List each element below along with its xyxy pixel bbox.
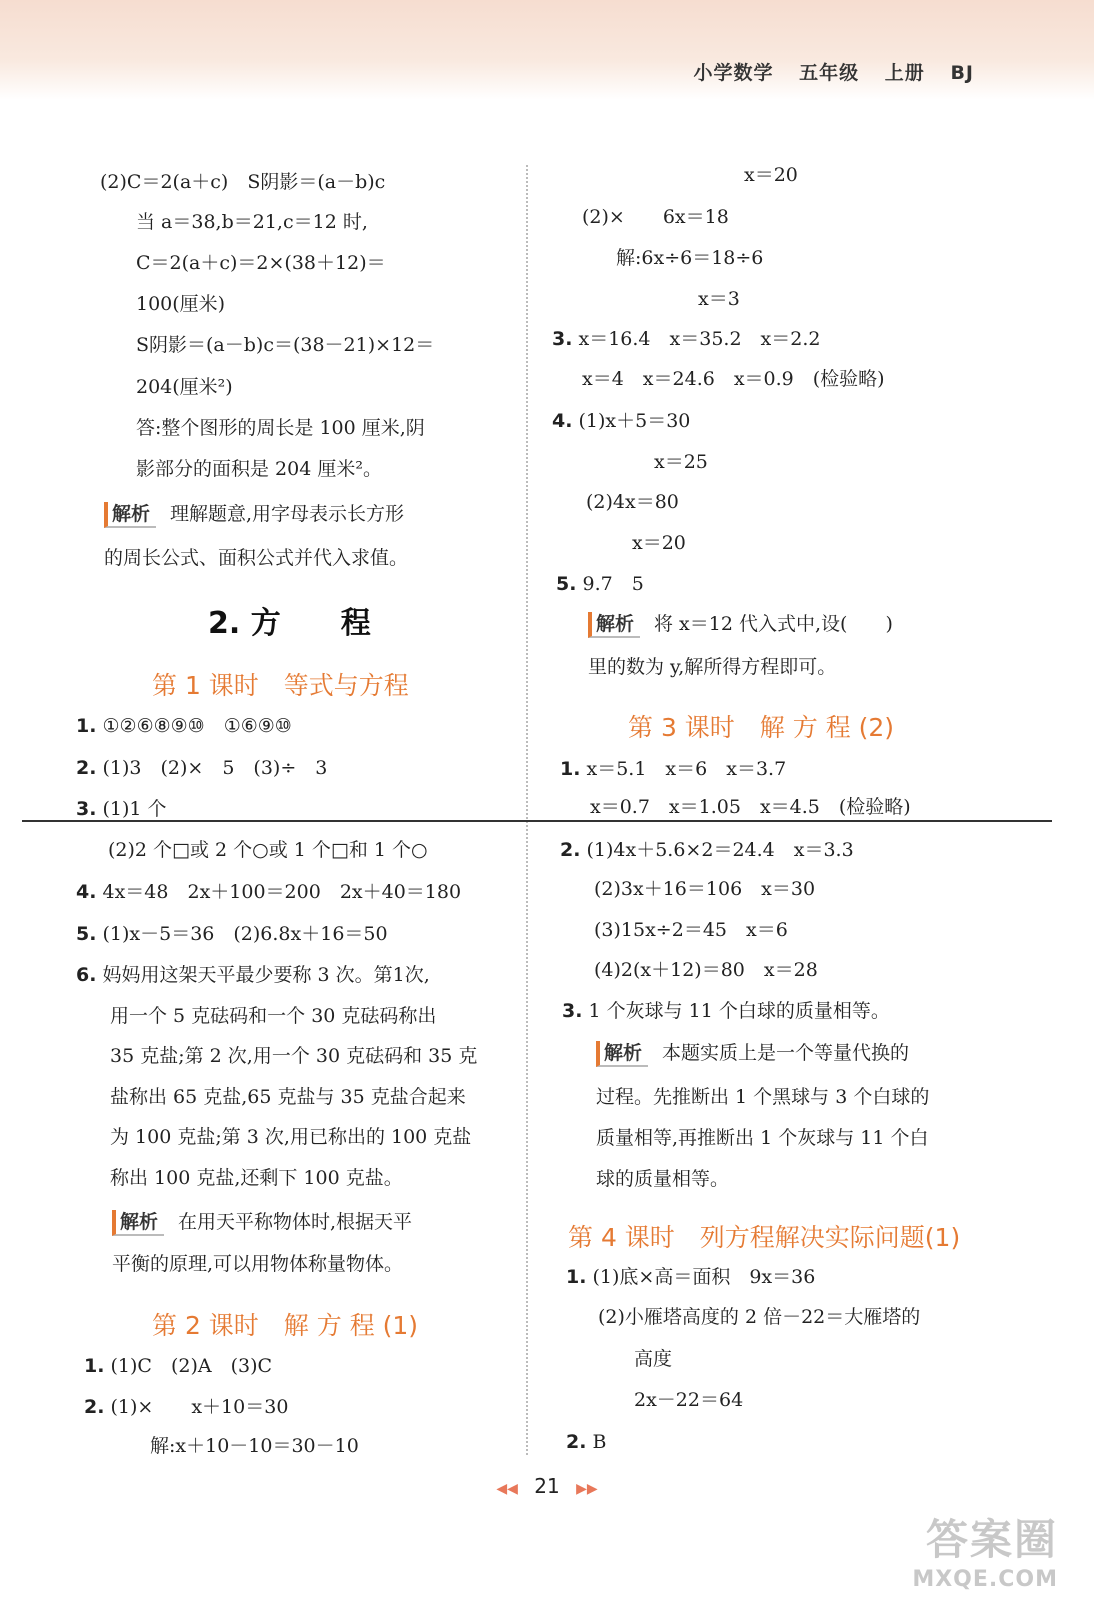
analysis-text: 平衡的原理,可以用物体称量物体。 xyxy=(112,1253,404,1275)
answer-line: 高度 xyxy=(634,1348,673,1370)
analysis-block xyxy=(104,502,404,528)
header-edition: BJ xyxy=(950,62,974,84)
answer-line: 用一个 5 克砝码和一个 30 克砝码称出 xyxy=(110,1005,437,1027)
answer-line: B xyxy=(592,1431,607,1453)
question-number: 3. xyxy=(562,1000,583,1022)
answer-line: 35 克盐;第 2 次,用一个 30 克砝码和 35 克 xyxy=(110,1045,478,1067)
answer-line: 9.7 5 xyxy=(582,573,644,595)
answer-line: 称出 100 克盐,还剩下 100 克盐。 xyxy=(110,1167,403,1189)
answer-line: 204(厘米²) xyxy=(136,376,233,398)
answer-line: (1)× x＋10＝30 xyxy=(110,1396,289,1418)
question-number: 2. xyxy=(76,757,97,779)
question-number: 3. xyxy=(76,798,97,820)
answer-line: 1 个灰球与 11 个白球的质量相等。 xyxy=(588,1000,890,1022)
watermark xyxy=(912,1507,1058,1592)
analysis-text: 理解题意,用字母表示长方形 xyxy=(170,503,405,525)
page-number: 21 xyxy=(534,1474,560,1498)
question-number: 4. xyxy=(76,881,97,903)
answer-line: x＝4 x＝24.6 x＝0.9 (检验略) xyxy=(582,368,885,390)
answer-line: 当 a＝38,b＝21,c＝12 时, xyxy=(136,211,368,233)
answer-line: 盐称出 65 克盐,65 克盐与 35 克盐合起来 xyxy=(110,1086,466,1108)
question-number: 4. xyxy=(552,410,573,432)
analysis-tag: 解析 xyxy=(112,1210,164,1236)
answer-line: x＝20 xyxy=(744,164,798,186)
answer-line: 妈妈用这架天平最少要称 3 次。第1次, xyxy=(102,964,430,986)
answer-line: 解:6x÷6＝18÷6 xyxy=(616,247,764,269)
header-volume: 上册 xyxy=(884,62,925,84)
answer-line: 100(厘米) xyxy=(136,293,226,315)
analysis-text: 将 x＝12 代入式中,设( ) xyxy=(654,613,893,635)
question-number: 5. xyxy=(556,573,577,595)
analysis-text: 球的质量相等。 xyxy=(596,1168,730,1190)
watermark-url: MXQE.COM xyxy=(912,1567,1058,1592)
question-number: 2. xyxy=(566,1431,587,1453)
answer-line: 为 100 克盐;第 3 次,用已称出的 100 克盐 xyxy=(110,1126,472,1148)
watermark-logo: 答案圈 xyxy=(925,1515,1058,1564)
page-fold-line xyxy=(22,820,1052,822)
analysis-tag: 解析 xyxy=(104,502,156,528)
answer-line: (1)4x＋5.6×2＝24.4 x＝3.3 xyxy=(586,839,854,861)
answer-line: x＝25 xyxy=(654,451,708,473)
header-subject: 小学数学 xyxy=(693,62,774,84)
answer-line: (1)x＋5＝30 xyxy=(578,410,691,432)
answer-line: S阴影＝(a－b)c＝(38－21)×12＝ xyxy=(136,334,435,356)
answer-line: 影部分的面积是 204 厘米²。 xyxy=(136,458,382,480)
section-title: 2. 方 程 xyxy=(208,606,371,641)
answer-line: C＝2(a＋c)＝2×(38＋12)＝ xyxy=(136,252,386,274)
question-number: 2. xyxy=(84,1396,105,1418)
header-grade: 五年级 xyxy=(799,62,860,84)
analysis-block xyxy=(588,612,893,638)
answer-line: (2)C＝2(a＋c) S阴影＝(a－b)c xyxy=(100,171,386,193)
answer-line: (2)3x＋16＝106 x＝30 xyxy=(594,878,816,900)
header-band xyxy=(0,0,1094,100)
question-number: 1. xyxy=(560,758,581,780)
analysis-block xyxy=(112,1210,412,1236)
answer-line: 4x＝48 2x＋100＝200 2x＋40＝180 xyxy=(102,881,462,903)
answer-line: x＝16.4 x＝35.2 x＝2.2 xyxy=(578,328,821,350)
lesson-title: 第 3 课时 解 方 程 (2) xyxy=(628,713,895,742)
answer-line: x＝3 xyxy=(698,288,740,310)
analysis-text: 的周长公式、面积公式并代入求值。 xyxy=(104,547,409,569)
answer-line: (2)4x＝80 xyxy=(586,491,679,513)
question-number: 1. xyxy=(566,1266,587,1288)
analysis-text: 过程。先推断出 1 个黑球与 3 个白球的 xyxy=(596,1086,930,1108)
question-number: 1. xyxy=(76,715,97,737)
answer-line: ①②⑥⑧⑨⑩ ①⑥⑨⑩ xyxy=(102,715,292,737)
running-header xyxy=(676,58,974,85)
analysis-text: 里的数为 y,解所得方程即可。 xyxy=(588,656,837,678)
question-number: 5. xyxy=(76,923,97,945)
analysis-text: 在用天平称物体时,根据天平 xyxy=(178,1211,413,1233)
answer-line: (2)× 6x＝18 xyxy=(582,206,729,228)
prev-arrows-icon: ◀◀ xyxy=(496,1481,518,1497)
answer-line: 2x－22＝64 xyxy=(634,1389,744,1411)
lesson-title: 第 4 课时 列方程解决实际问题(1) xyxy=(568,1223,961,1252)
question-number: 1. xyxy=(84,1355,105,1377)
question-number: 2. xyxy=(560,839,581,861)
analysis-text: 质量相等,再推断出 1 个灰球与 11 个白 xyxy=(596,1127,929,1149)
analysis-text: 本题实质上是一个等量代换的 xyxy=(662,1042,910,1064)
page-footer xyxy=(0,1474,1094,1498)
question-number: 3. xyxy=(552,328,573,350)
question-number: 6. xyxy=(76,964,97,986)
answer-line: x＝5.1 x＝6 x＝3.7 xyxy=(586,758,787,780)
next-arrows-icon: ▶▶ xyxy=(576,1481,598,1497)
analysis-tag: 解析 xyxy=(588,612,640,638)
answer-line: x＝0.7 x＝1.05 x＝4.5 (检验略) xyxy=(590,796,911,818)
analysis-tag: 解析 xyxy=(596,1041,648,1067)
answer-line: x＝20 xyxy=(632,532,686,554)
answer-line: (1)x－5＝36 (2)6.8x＋16＝50 xyxy=(102,923,388,945)
answer-line: (1)C (2)A (3)C xyxy=(110,1355,273,1377)
lesson-title: 第 1 课时 等式与方程 xyxy=(152,671,409,700)
answer-line: (4)2(x＋12)＝80 x＝28 xyxy=(594,959,818,981)
answer-line: (3)15x÷2＝45 x＝6 xyxy=(594,919,788,941)
column-divider xyxy=(526,165,528,1455)
answer-line: 解:x＋10－10＝30－10 xyxy=(150,1435,359,1457)
answer-line: (1)3 (2)× 5 (3)÷ 3 xyxy=(102,757,328,779)
answer-line: (1)底×高＝面积 9x＝36 xyxy=(592,1266,816,1288)
answer-line: 答:整个图形的周长是 100 厘米,阴 xyxy=(136,417,425,439)
answer-line: (2)2 个□或 2 个○或 1 个□和 1 个○ xyxy=(108,839,428,861)
lesson-title: 第 2 课时 解 方 程 (1) xyxy=(152,1311,419,1340)
answer-line: (2)小雁塔高度的 2 倍－22＝大雁塔的 xyxy=(598,1306,921,1328)
analysis-block xyxy=(596,1041,909,1067)
answer-line: (1)1 个 xyxy=(102,798,167,820)
